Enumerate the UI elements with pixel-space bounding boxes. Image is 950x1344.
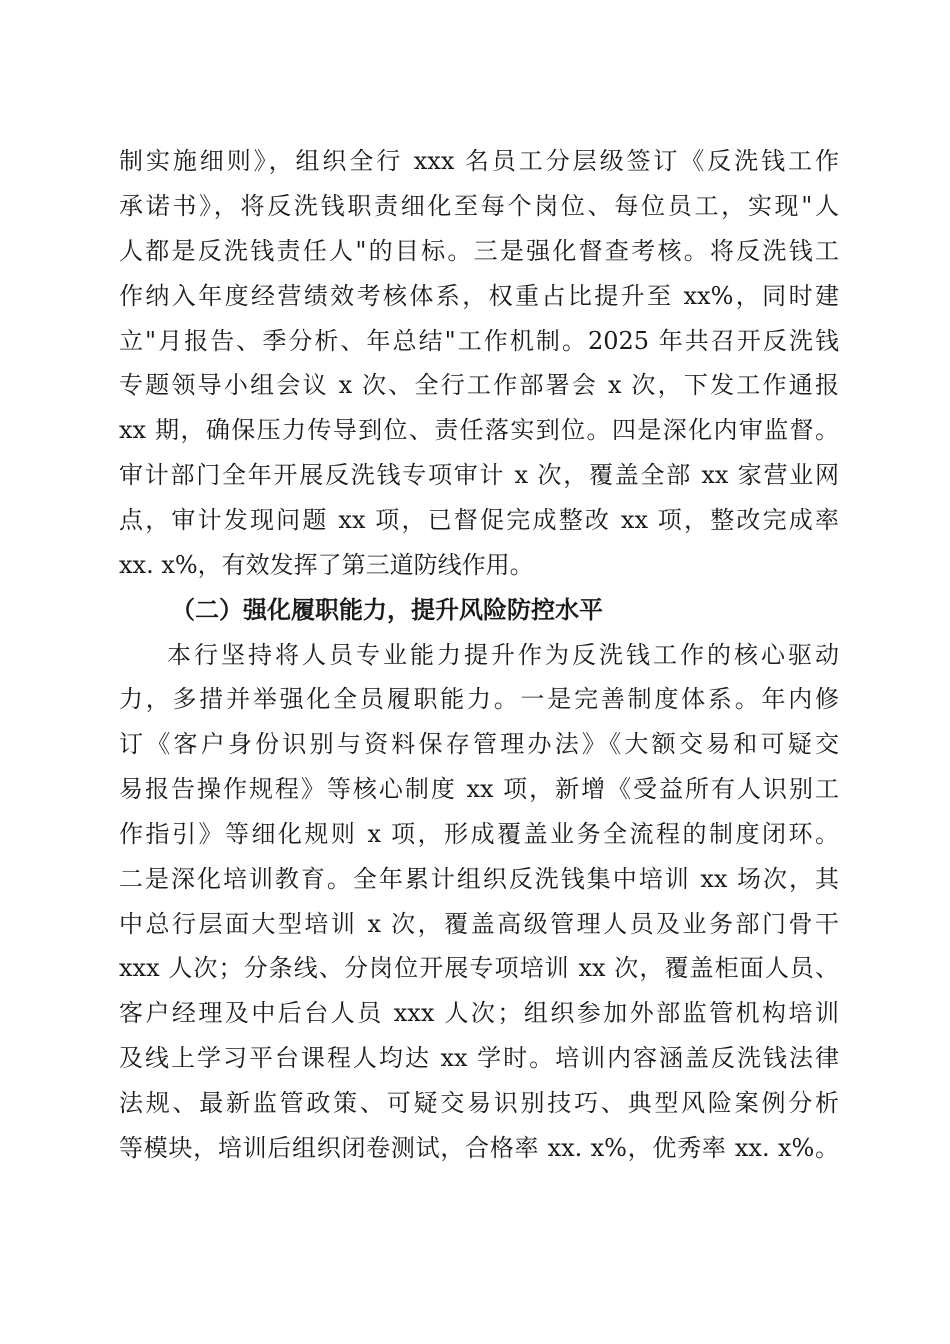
body-text-line: 立"月报告、季分析、年总结"工作机制。2025 年共召开反洗钱 <box>119 327 839 355</box>
body-text-line: 专题领导小组会议 x 次、全行工作部署会 x 次，下发工作通报 <box>119 371 839 399</box>
body-text-line: 承诺书》，将反洗钱职责细化至每个岗位、每位员工，实现"人 <box>119 192 839 220</box>
body-text-line: 订《客户身份识别与资料保存管理办法》《大额交易和可疑交 <box>119 730 839 758</box>
body-text-line: 及线上学习平台课程人均达 xx 学时。培训内容涵盖反洗钱法律 <box>119 1044 839 1072</box>
body-text-line: 力，多措并举强化全员履职能力。一是完善制度体系。年内修 <box>119 685 839 713</box>
body-text-line: xx 期，确保压力传导到位、责任落实到位。四是深化内审监督。 <box>119 416 839 444</box>
paragraph-first-line: 本行坚持将人员专业能力提升作为反洗钱工作的核心驱动 <box>167 641 839 669</box>
body-text-line: 法规、最新监管政策、可疑交易识别技巧、典型风险案例分析 <box>119 1089 839 1117</box>
body-text-line: 客户经理及中后台人员 xxx 人次；组织参加外部监管机构培训 <box>119 999 839 1027</box>
body-text-line: 审计部门全年开展反洗钱专项审计 x 次，覆盖全部 xx 家营业网 <box>119 461 839 489</box>
body-text-line: 点，审计发现问题 xx 项，已督促完成整改 xx 项，整改完成率 <box>119 506 839 534</box>
body-text-line: 人都是反洗钱责任人"的目标。三是强化督查考核。将反洗钱工 <box>119 237 839 265</box>
body-text-line: 中总行层面大型培训 x 次，覆盖高级管理人员及业务部门骨干 <box>119 910 839 938</box>
body-text-line: 易报告操作规程》等核心制度 xx 项，新增《受益所有人识别工 <box>119 775 839 803</box>
body-text-line: 等模块，培训后组织闭卷测试，合格率 xx. x%，优秀率 xx. x%。 <box>119 1134 839 1162</box>
body-text-line: xx. x%，有效发挥了第三道防线作用。 <box>119 551 534 579</box>
body-text-line: 二是深化培训教育。全年累计组织反洗钱集中培训 xx 场次，其 <box>119 865 839 893</box>
body-text-line: xxx 人次；分条线、分岗位开展专项培训 xx 次，覆盖柜面人员、 <box>119 954 839 982</box>
section-heading: （二）强化履职能力，提升风险防控水平 <box>171 595 603 624</box>
body-text-line: 作纳入年度经营绩效考核体系，权重占比提升至 xx%，同时建 <box>119 282 839 310</box>
body-text-line: 制实施细则》，组织全行 xxx 名员工分层级签订《反洗钱工作 <box>119 147 839 175</box>
body-text-line: 作指引》等细化规则 x 项，形成覆盖业务全流程的制度闭环。 <box>119 820 839 848</box>
